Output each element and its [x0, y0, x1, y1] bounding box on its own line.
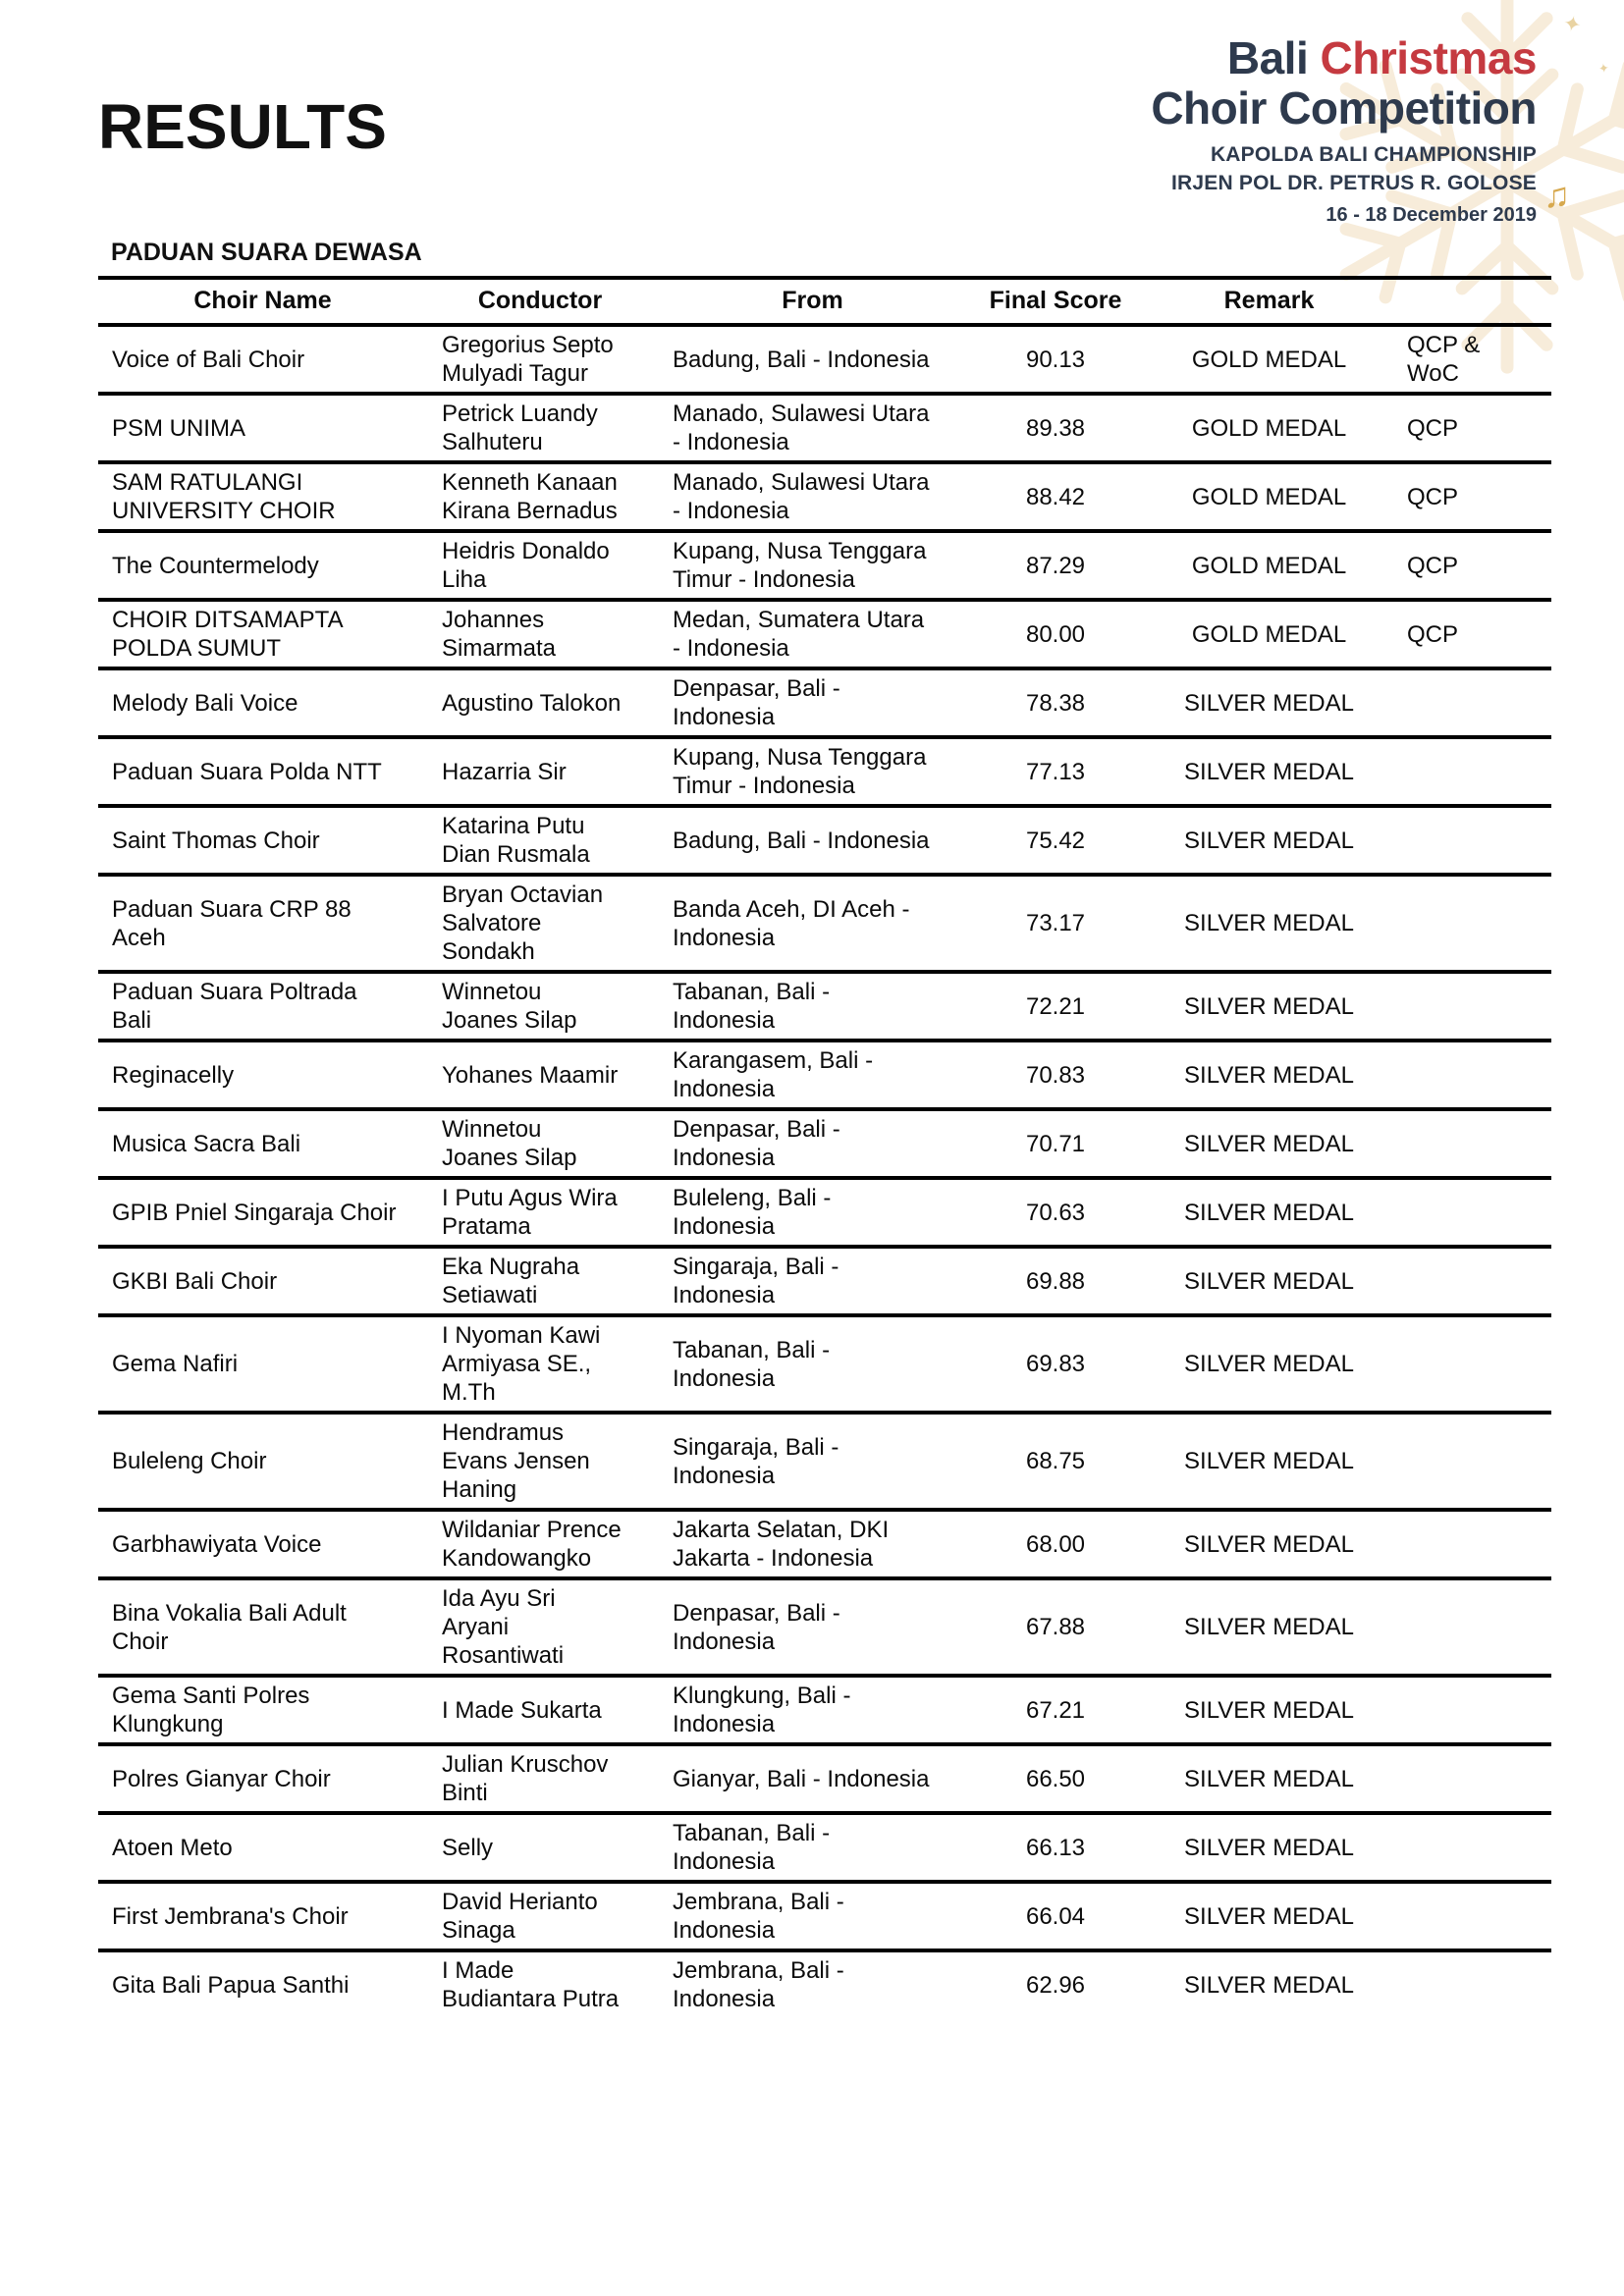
qualification-cell: QCP & WoC [1407, 332, 1481, 387]
event-date: 16 - 18 December 2019 [1326, 204, 1537, 226]
final-score-cell: 66.13 [972, 1813, 1139, 1882]
conductor-cell: David Herianto Sinaga [427, 1882, 653, 1950]
section-title: PADUAN SUARA DEWASA [111, 239, 422, 266]
from-cell: Klungkung, Bali - Indonesia [653, 1676, 972, 1744]
table-row [98, 1813, 1551, 1882]
results-table [98, 276, 1551, 2017]
choir-name-cell: GPIB Pniel Singaraja Choir [98, 1178, 427, 1247]
final-score-cell: 70.83 [972, 1041, 1139, 1109]
qualification-cell [1399, 1315, 1551, 1413]
table-row [98, 1413, 1551, 1510]
remark-cell: GOLD MEDAL [1139, 394, 1399, 462]
qualification-cell [1399, 1676, 1551, 1744]
remark-cell: SILVER MEDAL [1139, 1109, 1399, 1178]
table-row [98, 1178, 1551, 1247]
choir-name-cell: Atoen Meto [98, 1813, 427, 1882]
choir-name-cell: The Countermelody [98, 531, 427, 600]
header-remark: Remark [1139, 278, 1399, 325]
table-header-row [98, 278, 1551, 325]
conductor-cell: Ida Ayu Sri Aryani Rosantiwati [427, 1578, 653, 1676]
choir-name-cell: Garbhawiyata Voice [98, 1510, 427, 1578]
logo-word-bali: Bali [1226, 32, 1321, 83]
final-score-cell: 68.00 [972, 1510, 1139, 1578]
final-score-cell: 88.42 [972, 462, 1139, 531]
qualification-cell [1399, 1247, 1551, 1315]
qualification-cell: QCP [1399, 394, 1551, 462]
table-row [98, 1744, 1551, 1813]
choir-name-cell: SAM RATULANGI UNIVERSITY CHOIR [98, 462, 427, 531]
choir-name-cell: Bina Vokalia Bali Adult Choir [98, 1578, 427, 1676]
remark-cell: SILVER MEDAL [1139, 1510, 1399, 1578]
conductor-cell: Winnetou Joanes Silap [427, 972, 653, 1041]
final-score-cell: 69.83 [972, 1315, 1139, 1413]
table-row [98, 668, 1551, 737]
qualification-cell [1399, 1950, 1551, 2017]
table-row [98, 1510, 1551, 1578]
remark-cell: SILVER MEDAL [1139, 1413, 1399, 1510]
choir-name-cell: Polres Gianyar Choir [98, 1744, 427, 1813]
table-row [98, 1247, 1551, 1315]
final-score-cell: 68.75 [972, 1413, 1139, 1510]
remark-cell: SILVER MEDAL [1139, 1578, 1399, 1676]
qualification-cell: QCP [1399, 531, 1551, 600]
logo-title-line1 [1151, 33, 1537, 83]
remark-cell: GOLD MEDAL [1139, 462, 1399, 531]
from-cell: Singaraja, Bali - Indonesia [653, 1247, 972, 1315]
choir-name-cell: CHOIR DITSAMAPTA POLDA SUMUT [98, 600, 427, 668]
from-cell: Gianyar, Bali - Indonesia [653, 1744, 972, 1813]
conductor-cell: I Made Sukarta [427, 1676, 653, 1744]
qualification-cell [1399, 1882, 1551, 1950]
remark-cell: GOLD MEDAL [1139, 531, 1399, 600]
final-score-cell: 73.17 [972, 875, 1139, 972]
conductor-cell: Wildaniar Prence Kandowangko [427, 1510, 653, 1578]
table-row [98, 1950, 1551, 2017]
from-cell: Buleleng, Bali - Indonesia [653, 1178, 972, 1247]
table-row [98, 531, 1551, 600]
sparkle-icon: ✦ [1560, 10, 1584, 38]
conductor-cell: Heidris Donaldo Liha [427, 531, 653, 600]
remark-cell: SILVER MEDAL [1139, 1950, 1399, 2017]
final-score-cell: 90.13 [1025, 346, 1086, 373]
table-row [98, 972, 1551, 1041]
final-score-cell: 75.42 [972, 806, 1139, 875]
choir-name-cell: Gita Bali Papua Santhi [98, 1950, 427, 2017]
from-cell: Jembrana, Bali - Indonesia [653, 1950, 972, 2017]
final-score-cell: 78.38 [972, 668, 1139, 737]
remark-cell: SILVER MEDAL [1139, 806, 1399, 875]
remark-cell: SILVER MEDAL [1139, 1882, 1399, 1950]
from-cell: Manado, Sulawesi Utara - Indonesia [653, 462, 972, 531]
choir-name-cell: Paduan Suara CRP 88 Aceh [98, 875, 427, 972]
conductor-cell: Petrick Luandy Salhuteru [427, 394, 653, 462]
table-row [98, 1315, 1551, 1413]
remark-cell: SILVER MEDAL [1139, 1247, 1399, 1315]
table-row [98, 875, 1551, 972]
choir-name-cell: Gema Nafiri [98, 1315, 427, 1413]
choir-name-cell: Gema Santi Polres Klungkung [98, 1676, 427, 1744]
logo-title-line2: Choir Competition [1151, 82, 1537, 133]
choir-name-cell: Buleleng Choir [98, 1413, 427, 1510]
from-cell: Singaraja, Bali - Indonesia [653, 1413, 972, 1510]
final-score-cell: 89.38 [972, 394, 1139, 462]
final-score-cell: 62.96 [972, 1950, 1139, 2017]
table-row [98, 325, 1551, 394]
from-cell: Denpasar, Bali - Indonesia [653, 1578, 972, 1676]
table-row [98, 1109, 1551, 1178]
conductor-cell: Eka Nugraha Setiawati [427, 1247, 653, 1315]
conductor-cell: Gregorius Septo Mulyadi Tagur [442, 332, 614, 387]
conductor-cell: Selly [427, 1813, 653, 1882]
header-final-score: Final Score [972, 278, 1139, 325]
conductor-cell: Kenneth Kanaan Kirana Bernadus [427, 462, 653, 531]
competition-logo [1151, 33, 1537, 227]
final-score-cell: 87.29 [972, 531, 1139, 600]
header-qualification [1399, 278, 1551, 325]
from-cell: Jakarta Selatan, DKI Jakarta - Indonesia [653, 1510, 972, 1578]
choir-name-cell: PSM UNIMA [98, 394, 427, 462]
remark-cell: SILVER MEDAL [1139, 1041, 1399, 1109]
final-score-cell: 66.04 [972, 1882, 1139, 1950]
remark-cell: SILVER MEDAL [1139, 1178, 1399, 1247]
qualification-cell [1399, 806, 1551, 875]
final-score-cell: 67.21 [972, 1676, 1139, 1744]
qualification-cell [1399, 668, 1551, 737]
qualification-cell: QCP [1399, 600, 1551, 668]
table-row [98, 737, 1551, 806]
qualification-cell [1399, 1178, 1551, 1247]
choir-name-cell: Musica Sacra Bali [98, 1109, 427, 1178]
from-cell: Tabanan, Bali - Indonesia [653, 1315, 972, 1413]
remark-cell: SILVER MEDAL [1139, 1676, 1399, 1744]
from-cell: Denpasar, Bali - Indonesia [653, 668, 972, 737]
qualification-cell [1399, 1510, 1551, 1578]
remark-cell: GOLD MEDAL [1139, 600, 1399, 668]
final-score-cell: 72.21 [972, 972, 1139, 1041]
choir-name-cell: Saint Thomas Choir [98, 806, 427, 875]
from-cell: Badung, Bali - Indonesia [653, 806, 972, 875]
from-cell: Medan, Sumatera Utara - Indonesia [653, 600, 972, 668]
final-score-cell: 80.00 [972, 600, 1139, 668]
from-cell: Manado, Sulawesi Utara - Indonesia [653, 394, 972, 462]
choir-name-cell: GKBI Bali Choir [98, 1247, 427, 1315]
from-cell: Kupang, Nusa Tenggara Timur - Indonesia [653, 737, 972, 806]
from-cell: Tabanan, Bali - Indonesia [653, 1813, 972, 1882]
conductor-cell: I Putu Agus Wira Pratama [427, 1178, 653, 1247]
from-cell: Tabanan, Bali - Indonesia [653, 972, 972, 1041]
final-score-cell: 70.63 [972, 1178, 1139, 1247]
sparkle-icon: ✦ [1597, 60, 1610, 77]
conductor-cell: I Nyoman Kawi Armiyasa SE., M.Th [427, 1315, 653, 1413]
choir-name-cell: Paduan Suara Polda NTT [98, 737, 427, 806]
header-from: From [653, 278, 972, 325]
choir-name-cell: First Jembrana's Choir [98, 1882, 427, 1950]
choir-name-cell: Melody Bali Voice [98, 668, 427, 737]
logo-subtitle-championship: KAPOLDA BALI CHAMPIONSHIP [1210, 143, 1537, 166]
conductor-cell: Hendramus Evans Jensen Haning [427, 1413, 653, 1510]
table-row [98, 1676, 1551, 1744]
qualification-cell [1399, 1744, 1551, 1813]
conductor-cell: Katarina Putu Dian Rusmala [427, 806, 653, 875]
logo-word-christmas: Christmas [1320, 32, 1537, 83]
qualification-cell [1399, 1109, 1551, 1178]
qualification-cell [1399, 1041, 1551, 1109]
from-cell: Denpasar, Bali - Indonesia [653, 1109, 972, 1178]
table-row [98, 394, 1551, 462]
header-conductor: Conductor [427, 278, 653, 325]
final-score-cell: 69.88 [972, 1247, 1139, 1315]
qualification-cell [1399, 1578, 1551, 1676]
qualification-cell [1399, 737, 1551, 806]
choir-name-cell: Voice of Bali Choir [112, 346, 305, 373]
table-row [98, 1882, 1551, 1950]
remark-cell: SILVER MEDAL [1139, 737, 1399, 806]
conductor-cell: Bryan Octavian Salvatore Sondakh [427, 875, 653, 972]
final-score-cell: 66.50 [972, 1744, 1139, 1813]
from-cell: Jembrana, Bali - Indonesia [653, 1882, 972, 1950]
from-cell: Kupang, Nusa Tenggara Timur - Indonesia [653, 531, 972, 600]
remark-cell: SILVER MEDAL [1139, 1744, 1399, 1813]
table-row [98, 600, 1551, 668]
page-title: RESULTS [98, 91, 387, 162]
music-note-icon: ♫ [1543, 175, 1570, 215]
conductor-cell: Julian Kruschov Binti [427, 1744, 653, 1813]
choir-name-cell: Reginacelly [98, 1041, 427, 1109]
table-row [98, 462, 1551, 531]
final-score-cell: 77.13 [972, 737, 1139, 806]
table-row [98, 1578, 1551, 1676]
table-row [98, 1041, 1551, 1109]
conductor-cell: I Made Budiantara Putra [427, 1950, 653, 2017]
remark-cell: SILVER MEDAL [1139, 1315, 1399, 1413]
choir-name-cell: Paduan Suara Poltrada Bali [98, 972, 427, 1041]
table-row [98, 806, 1551, 875]
conductor-cell: Agustino Talokon [427, 668, 653, 737]
qualification-cell [1399, 972, 1551, 1041]
conductor-cell: Yohanes Maamir [427, 1041, 653, 1109]
final-score-cell: 67.88 [972, 1578, 1139, 1676]
remark-cell: SILVER MEDAL [1139, 972, 1399, 1041]
conductor-cell: Johannes Simarmata [427, 600, 653, 668]
from-cell: Banda Aceh, DI Aceh - Indonesia [653, 875, 972, 972]
final-score-cell: 70.71 [972, 1109, 1139, 1178]
qualification-cell [1399, 1413, 1551, 1510]
logo-subtitle-patron: IRJEN POL DR. PETRUS R. GOLOSE [1170, 172, 1537, 194]
remark-cell: GOLD MEDAL [1191, 346, 1347, 373]
header-choir-name: Choir Name [98, 278, 427, 325]
from-cell: Badung, Bali - Indonesia [673, 346, 930, 373]
conductor-cell: Winnetou Joanes Silap [427, 1109, 653, 1178]
qualification-cell [1399, 875, 1551, 972]
remark-cell: SILVER MEDAL [1139, 668, 1399, 737]
qualification-cell [1399, 1813, 1551, 1882]
conductor-cell: Hazarria Sir [427, 737, 653, 806]
remark-cell: SILVER MEDAL [1139, 1813, 1399, 1882]
qualification-cell: QCP [1399, 462, 1551, 531]
from-cell: Karangasem, Bali - Indonesia [653, 1041, 972, 1109]
remark-cell: SILVER MEDAL [1139, 875, 1399, 972]
